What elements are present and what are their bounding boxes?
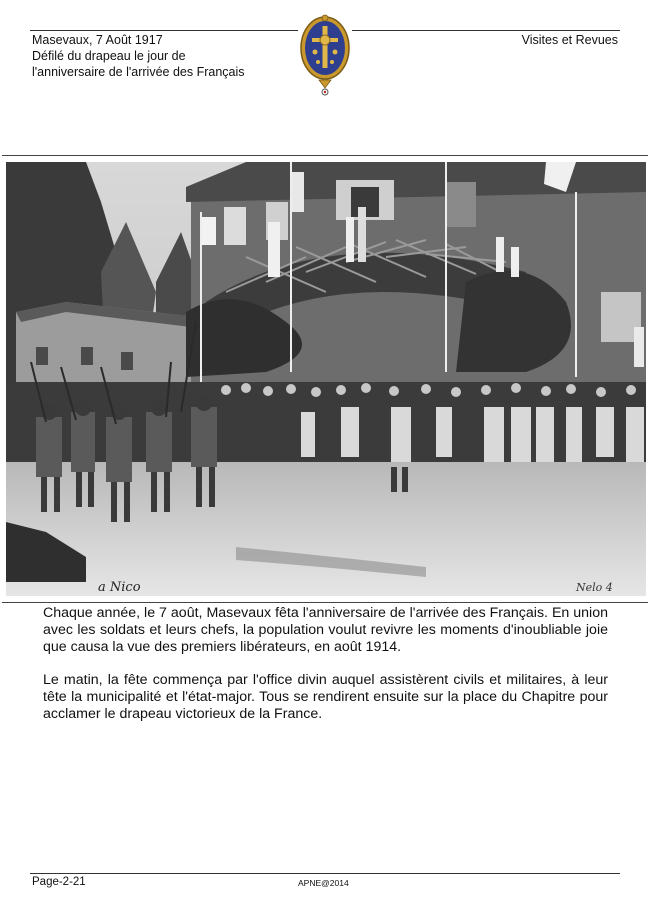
body-text	[43, 605, 608, 739]
paragraph-1: Chaque année, le 7 août, Masevaux fêta l'anniversaire de l'arrivée des Français. En union avec les soldats et leurs chefs, la population voulut revivre les moments d'inoubliable joie que causa la vue des premiers libérateurs, en août 1914.	[43, 605, 608, 655]
header-caption	[32, 32, 245, 80]
photo-frame	[2, 155, 648, 603]
header-rule-right	[352, 30, 620, 31]
footer-rule	[30, 873, 620, 874]
header-rule-left	[30, 30, 298, 31]
coat-of-arms-icon	[298, 14, 352, 98]
header-place-date: Masevaux, 7 Août 1917	[32, 33, 163, 47]
photo-signature-right: Nelo 4	[576, 581, 613, 594]
header-section: Visites et Revues	[521, 33, 618, 47]
header-caption-line2: l'anniversaire de l'arrivée des Français	[32, 65, 245, 79]
paragraph-2: Le matin, la fête commença par l'office divin auquel assistèrent civils et militaires, à leur tête la municipalité et l'état-major. Tous se rendirent ensuite sur la place du Chapitre pour acclamer le drapeau victorieux de la France.	[43, 672, 608, 722]
photo-signature-left: a Nico	[98, 580, 141, 595]
header-caption-line1: Défilé du drapeau le jour de	[32, 49, 186, 63]
parade-photograph	[6, 162, 646, 596]
footer-credit: APNE@2014	[298, 878, 349, 888]
page-number: Page-2-21	[32, 876, 86, 888]
